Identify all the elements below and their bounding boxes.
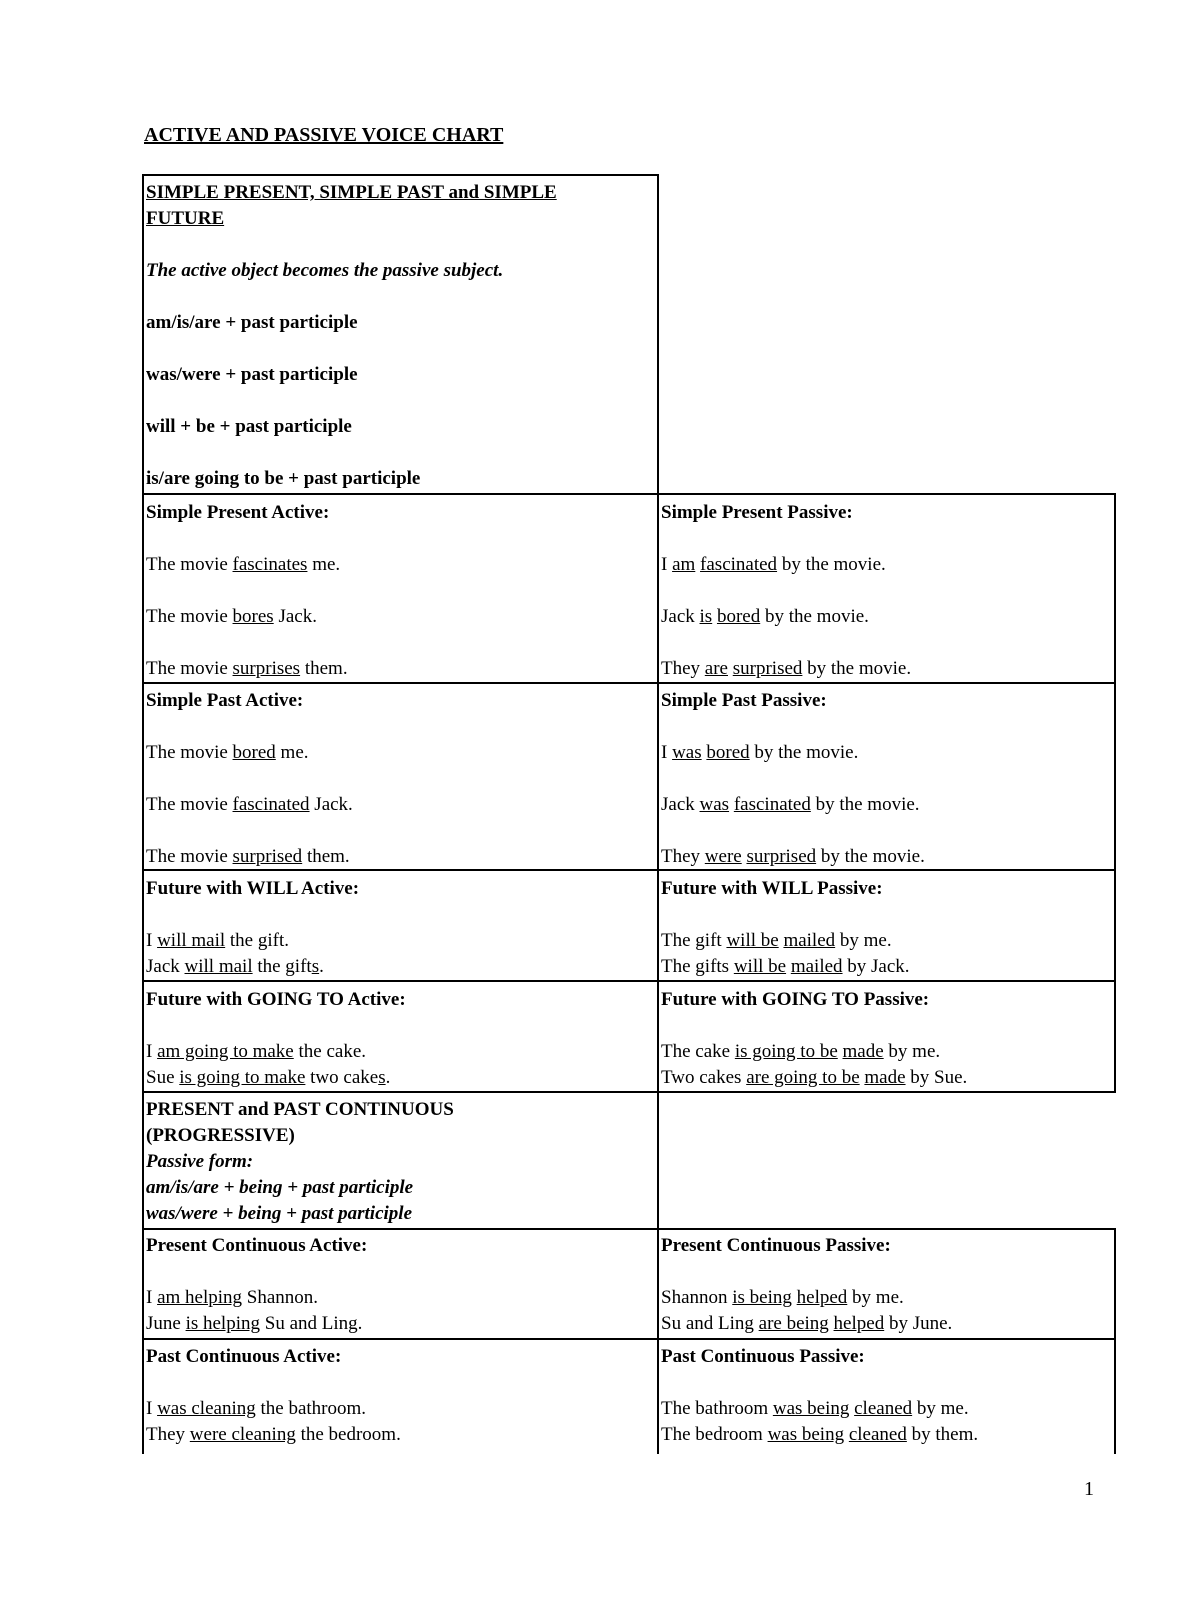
sentence-text: The movie xyxy=(146,794,233,815)
sentence-text: The gift xyxy=(661,930,727,951)
example-sentence xyxy=(661,1311,1111,1337)
sentence-text: The movie xyxy=(146,846,233,867)
sentence-text: The gifts xyxy=(661,956,734,977)
verb-phrase: am helping xyxy=(157,1287,243,1308)
sentence-text: Shannon xyxy=(661,1287,733,1308)
verb-phrase: mailed xyxy=(790,956,843,977)
example-sentence xyxy=(661,604,1111,630)
simple-present-passive-cell xyxy=(661,500,1111,682)
sentence-text: the gift. xyxy=(225,930,290,951)
sentence-text: I xyxy=(661,554,673,575)
example-sentence xyxy=(146,656,654,682)
verb-phrase: is going to make xyxy=(179,1067,306,1088)
verb-phrase: cleaned xyxy=(854,1398,913,1419)
verb-phrase: was xyxy=(699,794,730,815)
sentence-text: Su and Ling xyxy=(661,1313,759,1334)
verb-phrase: were cleaning xyxy=(189,1424,296,1445)
sentence-text: the gift xyxy=(252,956,312,977)
sentence-text: by June. xyxy=(884,1313,953,1334)
verb-phrase: will mail xyxy=(157,930,226,951)
sentence-text: They xyxy=(661,846,705,867)
formula-will-future: will + be + past participle xyxy=(146,416,352,437)
verb-phrase: bored xyxy=(706,742,750,763)
verb-phrase: surprised xyxy=(732,658,803,679)
sentence-text: June xyxy=(146,1313,186,1334)
sentence-text: by them. xyxy=(906,1424,979,1445)
continuous-intro xyxy=(146,1097,654,1227)
sentence-text: Shannon. xyxy=(242,1287,319,1308)
example-sentence xyxy=(661,1422,1111,1448)
sentence-text: . xyxy=(385,1067,391,1088)
verb-phrase: is helping xyxy=(185,1313,260,1334)
past-continuous-passive-cell xyxy=(661,1344,1111,1448)
sentence-text: Su and Ling. xyxy=(260,1313,363,1334)
sentence-text: the bedroom. xyxy=(295,1424,401,1445)
sentence-text: by the movie. xyxy=(777,554,886,575)
verb-phrase: will be xyxy=(733,956,787,977)
continuous-heading-line1: PRESENT and PAST CONTINUOUS xyxy=(146,1099,454,1120)
active-title: Future with WILL Active: xyxy=(146,878,360,899)
example-sentence xyxy=(661,792,1111,818)
example-sentence xyxy=(661,740,1111,766)
verb-phrase: am xyxy=(672,554,696,575)
simple-past-passive-cell xyxy=(661,688,1111,870)
verb-phrase: s xyxy=(378,1067,386,1088)
example-sentence xyxy=(146,954,654,980)
example-sentence xyxy=(146,792,654,818)
future-going-to-passive-cell xyxy=(661,987,1111,1091)
sentence-text: two cake xyxy=(305,1067,379,1088)
example-sentence xyxy=(146,1285,654,1311)
future-going-to-active-cell xyxy=(146,987,654,1091)
formula-going-to-future: is/are going to be + past participle xyxy=(146,468,421,489)
future-will-active-cell xyxy=(146,876,654,980)
sentence-text: Jack xyxy=(661,794,700,815)
active-title: Simple Present Active: xyxy=(146,502,330,523)
verb-phrase: fascinated xyxy=(232,794,310,815)
formula-simple-present: am/is/are + past participle xyxy=(146,312,358,333)
example-sentence xyxy=(146,1422,654,1448)
verb-phrase: made xyxy=(842,1041,884,1062)
example-sentence xyxy=(146,1311,654,1337)
verb-phrase: helped xyxy=(796,1287,848,1308)
past-continuous-active-cell xyxy=(146,1344,654,1448)
example-sentence xyxy=(146,1396,654,1422)
verb-phrase: surprised xyxy=(232,846,303,867)
example-sentence xyxy=(661,928,1111,954)
sentence-text: The cake xyxy=(661,1041,735,1062)
sentence-text: The movie xyxy=(146,658,233,679)
verb-phrase: mailed xyxy=(783,930,836,951)
continuous-heading-line2: (PROGRESSIVE) xyxy=(146,1125,295,1146)
formula-past-continuous: was/were + being + past participle xyxy=(146,1203,413,1224)
sentence-text: Jack xyxy=(661,606,700,627)
sentence-text: The movie xyxy=(146,742,233,763)
example-sentence xyxy=(146,1065,654,1091)
sentence-text: me. xyxy=(275,742,309,763)
active-title: Past Continuous Active: xyxy=(146,1346,342,1367)
example-sentence xyxy=(661,1039,1111,1065)
example-sentence xyxy=(661,844,1111,870)
sentence-text: by Sue. xyxy=(905,1067,968,1088)
sentence-text: The bathroom xyxy=(661,1398,773,1419)
verb-phrase: was cleaning xyxy=(157,1398,256,1419)
simple-past-active-cell xyxy=(146,688,654,870)
verb-phrase: fascinates xyxy=(232,554,308,575)
verb-phrase: fascinated xyxy=(733,794,811,815)
active-title: Future with GOING TO Active: xyxy=(146,989,406,1010)
sentence-text: Sue xyxy=(146,1067,180,1088)
sentence-text: Jack. xyxy=(309,794,353,815)
verb-phrase: bores xyxy=(232,606,274,627)
sentence-text: the cake. xyxy=(293,1041,367,1062)
verb-phrase: bored xyxy=(716,606,761,627)
sentence-text: Jack. xyxy=(273,606,317,627)
sentence-text: . xyxy=(319,956,324,977)
verb-phrase: are going to be xyxy=(746,1067,860,1088)
active-title: Simple Past Active: xyxy=(146,690,304,711)
sentence-text: The bedroom xyxy=(661,1424,768,1445)
future-will-passive-cell xyxy=(661,876,1111,980)
verb-phrase: bored xyxy=(232,742,276,763)
verb-phrase: made xyxy=(864,1067,906,1088)
page-title: ACTIVE AND PASSIVE VOICE CHART xyxy=(144,124,504,146)
passive-title: Present Continuous Passive: xyxy=(661,1235,891,1256)
verb-phrase: am going to make xyxy=(157,1041,294,1062)
sentence-text: by the movie. xyxy=(760,606,869,627)
sentence-text: them. xyxy=(300,658,348,679)
sentence-text: by me. xyxy=(883,1041,941,1062)
sentence-text: by me. xyxy=(847,1287,904,1308)
sentence-text: the bathroom. xyxy=(255,1398,367,1419)
sentence-text: I xyxy=(146,1398,158,1419)
sentence-text: I xyxy=(146,930,158,951)
example-sentence xyxy=(146,1039,654,1065)
active-title: Present Continuous Active: xyxy=(146,1235,368,1256)
simple-heading-line1: SIMPLE PRESENT, SIMPLE PAST and SIMPLE xyxy=(146,182,557,203)
verb-phrase: are xyxy=(704,658,728,679)
present-continuous-passive-cell xyxy=(661,1233,1111,1337)
verb-phrase: s xyxy=(311,956,320,977)
sentence-text: them. xyxy=(302,846,350,867)
sentence-text: by the movie. xyxy=(749,742,859,763)
sentence-text: by the movie. xyxy=(810,794,920,815)
verb-phrase: were xyxy=(704,846,742,867)
passive-title: Future with GOING TO Passive: xyxy=(661,989,930,1010)
passive-title: Future with WILL Passive: xyxy=(661,878,883,899)
sentence-text: They xyxy=(661,658,705,679)
verb-phrase: is xyxy=(699,606,713,627)
present-continuous-active-cell xyxy=(146,1233,654,1337)
example-sentence xyxy=(661,1396,1111,1422)
verb-phrase: are being xyxy=(758,1313,829,1334)
verb-phrase: is being xyxy=(732,1287,792,1308)
verb-phrase: cleaned xyxy=(848,1424,907,1445)
example-sentence xyxy=(146,844,654,870)
verb-phrase: was being xyxy=(767,1424,845,1445)
sentence-text: by the movie. xyxy=(816,846,925,867)
formula-present-continuous: am/is/are + being + past participle xyxy=(146,1177,414,1198)
sentence-text: The movie xyxy=(146,606,233,627)
verb-phrase: is going to be xyxy=(734,1041,838,1062)
example-sentence xyxy=(661,656,1111,682)
verb-phrase: was xyxy=(672,742,702,763)
passive-title: Simple Past Passive: xyxy=(661,690,827,711)
example-sentence xyxy=(146,552,654,578)
simple-note: The active object becomes the passive subject. xyxy=(146,260,504,281)
simple-tenses-intro xyxy=(146,180,654,492)
sentence-text: The movie xyxy=(146,554,233,575)
sentence-text: by me. xyxy=(912,1398,969,1419)
simple-present-active-cell xyxy=(146,500,654,682)
example-sentence xyxy=(146,928,654,954)
sentence-text: They xyxy=(146,1424,190,1445)
example-sentence xyxy=(661,552,1111,578)
verb-phrase: was being xyxy=(772,1398,850,1419)
sentence-text: Two cakes xyxy=(661,1067,747,1088)
verb-phrase: will be xyxy=(726,930,779,951)
verb-phrase: fascinated xyxy=(700,554,778,575)
passive-title: Simple Present Passive: xyxy=(661,502,853,523)
sentence-text: I xyxy=(146,1041,158,1062)
example-sentence xyxy=(146,740,654,766)
sentence-text: I xyxy=(146,1287,158,1308)
example-sentence xyxy=(661,1065,1111,1091)
example-sentence xyxy=(661,954,1111,980)
verb-phrase: surprises xyxy=(232,658,301,679)
example-sentence xyxy=(661,1285,1111,1311)
sentence-text: Jack xyxy=(146,956,185,977)
example-sentence xyxy=(146,604,654,630)
page-number: 1 xyxy=(1084,1478,1094,1500)
sentence-text: me. xyxy=(307,554,341,575)
verb-phrase: helped xyxy=(833,1313,885,1334)
continuous-passive-label: Passive form: xyxy=(146,1151,254,1172)
sentence-text: I xyxy=(661,742,673,763)
simple-heading-line2: FUTURE xyxy=(146,208,225,229)
sentence-text: by me. xyxy=(835,930,892,951)
verb-phrase: will mail xyxy=(184,956,253,977)
sentence-text: by the movie. xyxy=(802,658,912,679)
sentence-text: by Jack. xyxy=(842,956,910,977)
formula-simple-past: was/were + past participle xyxy=(146,364,358,385)
verb-phrase: surprised xyxy=(746,846,817,867)
passive-title: Past Continuous Passive: xyxy=(661,1346,865,1367)
